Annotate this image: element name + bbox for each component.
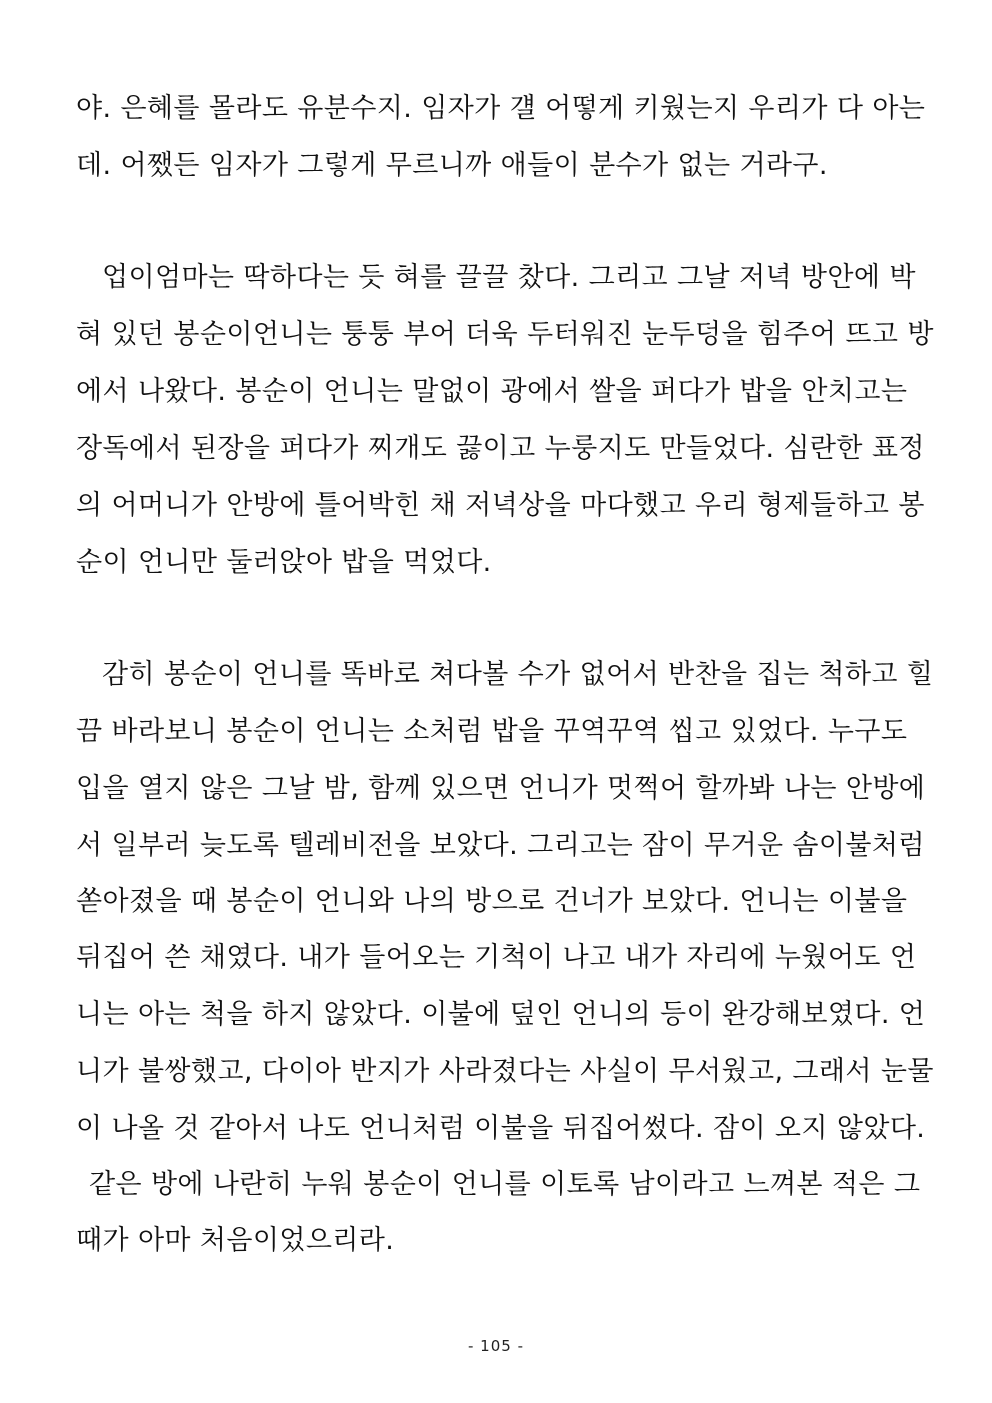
text-line: 혀 있던 봉순이언니는 퉁퉁 부어 더욱 두터워진 눈두덩을 힘주어 뜨고 방 [76, 319, 934, 350]
text-line: 순이 언니만 둘러앉아 밥을 먹었다. [76, 547, 492, 578]
text-line: 쏟아졌을 때 봉순이 언니와 나의 방으로 건너가 보았다. 언니는 이불을 [76, 886, 908, 917]
text-line: 업이엄마는 딱하다는 듯 혀를 끌끌 찼다. 그리고 그날 저녁 방안에 박 [102, 262, 916, 293]
text-line: 감히 봉순이 언니를 똑바로 쳐다볼 수가 없어서 반찬을 집는 척하고 힐 [102, 659, 934, 690]
text-line: 이 나올 것 같아서 나도 언니처럼 이불을 뒤집어썼다. 잠이 오지 않았다. [76, 1113, 926, 1144]
text-line: 의 어머니가 안방에 틀어박힌 채 저녁상을 마다했고 우리 형제들하고 봉 [76, 490, 925, 521]
text-line: 니가 불쌍했고, 다이아 반지가 사라졌다는 사실이 무서웠고, 그래서 눈물 [76, 1056, 934, 1087]
text-line: 니는 아는 척을 하지 않았다. 이불에 덮인 언니의 등이 완강해보였다. 언 [76, 999, 926, 1030]
text-line: 장독에서 된장을 퍼다가 찌개도 끓이고 누룽지도 만들었다. 심란한 표정 [76, 433, 925, 464]
text-line: 입을 열지 않은 그날 밤, 함께 있으면 언니가 멋쩍어 할까봐 나는 안방에 [76, 773, 926, 804]
text-line: 데. 어쨌든 임자가 그렇게 무르니까 애들이 분수가 없는 거라구. [76, 150, 828, 181]
text-line: 때가 아마 처음이었으리라. [76, 1225, 395, 1256]
text-line: 같은 방에 나란히 누워 봉순이 언니를 이토록 남이라고 느껴본 적은 그 [89, 1169, 921, 1200]
text-line: 서 일부러 늦도록 텔레비전을 보았다. 그리고는 잠이 무거운 솜이불처럼 [76, 830, 925, 861]
text-line: 뒤집어 쓴 채였다. 내가 들어오는 기척이 나고 내가 자리에 누웠어도 언 [76, 942, 917, 973]
text-line: 에서 나왔다. 봉순이 언니는 말없이 광에서 쌀을 퍼다가 밥을 안치고는 [76, 376, 908, 407]
page-number: - 105 - [468, 1337, 524, 1355]
text-line: 야. 은혜를 몰라도 유분수지. 임자가 걜 어떻게 키웠는지 우리가 다 아는 [76, 93, 926, 124]
text-line: 끔 바라보니 봉순이 언니는 소처럼 밥을 꾸역꾸역 씹고 있었다. 누구도 [76, 716, 908, 747]
